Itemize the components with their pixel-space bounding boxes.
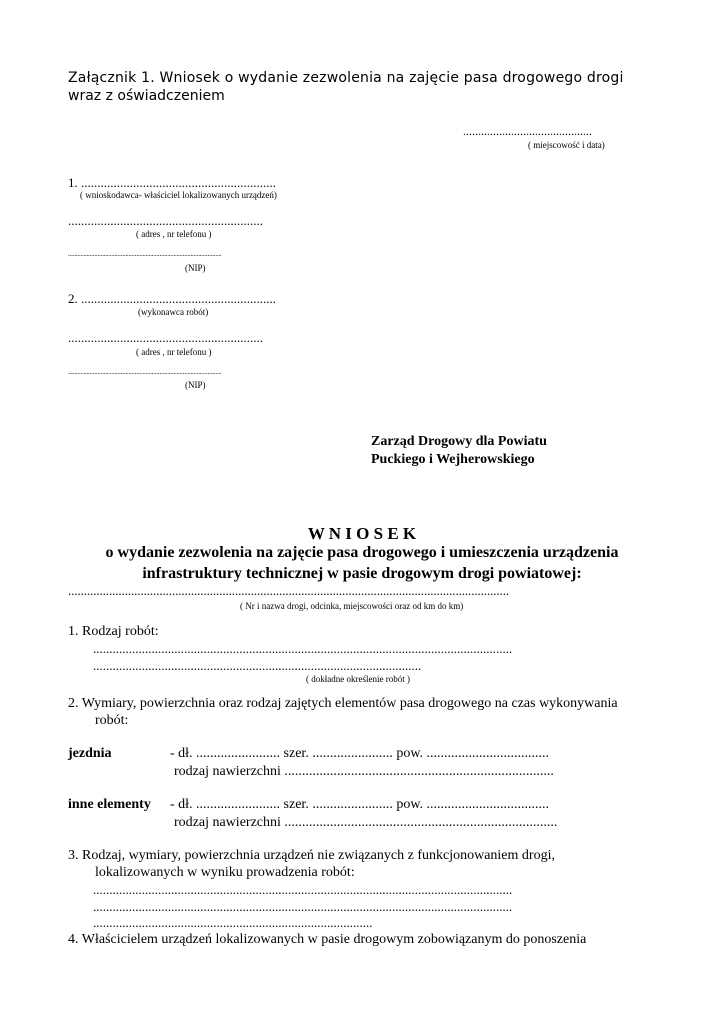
recipient-line-2: Puckiego i Wejherowskiego	[371, 452, 535, 467]
header-line-1: Załącznik 1. Wniosek o wydanie zezwolenia na zajęcie pasa drogowego drogi	[68, 70, 624, 86]
section-3-line-2: .................................................................................................................................	[93, 899, 513, 914]
section-3-line-3: ......................................................................................	[93, 915, 373, 930]
section-4-label: 4. Właścicielem urządzeń lokalizowanych w pasie drogowym zobowiązanym do ponoszenia	[68, 932, 587, 947]
road-caption: ( Nr i nazwa drogi, odcinka, miejscowości oraz od km do km)	[240, 601, 464, 611]
document-subtitle-1: o wydanie zezwolenia na zajęcie pasa drogowego i umieszczenia urządzenia	[105, 544, 619, 561]
section-3-label-1: 3. Rodzaj, wymiary, powierzchnia urządzeń nie związanych z funkcjonowaniem drogi,	[68, 848, 555, 863]
header-line-2: wraz z oświadczeniem	[68, 88, 225, 104]
contractor-caption: (wykonawca robót)	[138, 307, 209, 317]
applicant-address-caption: ( adres , nr telefonu )	[136, 229, 212, 239]
jezdnia-surface: rodzaj nawierzchni .............................................................................	[174, 764, 554, 779]
applicant-nip-caption: (NIP)	[185, 263, 206, 273]
contractor-nip-caption: (NIP)	[185, 380, 206, 390]
applicant-address-line: ............................................................	[68, 213, 263, 228]
contractor-nip-line: ...................................................................................................	[68, 368, 222, 376]
jezdnia-label: jezdnia	[68, 746, 112, 761]
section-1-caption: ( dokładne określenie robót )	[306, 674, 410, 684]
contractor-address-line: ............................................................	[68, 330, 263, 345]
place-date-caption: ( miejscowość i data)	[528, 140, 605, 150]
applicant-line: 1. ............................................................	[68, 175, 276, 190]
section-1-line-1: .................................................................................................................................	[93, 641, 513, 656]
road-line: ............................................................................................................................................	[68, 583, 510, 598]
section-1-line-2: .....................................................................................................	[93, 658, 422, 673]
section-3-line-1: .................................................................................................................................	[93, 882, 513, 897]
place-date-line: ...........................................	[463, 124, 592, 138]
section-3-label-2: lokalizowanych w wyniku prowadzenia robót:	[95, 865, 355, 880]
inne-elementy-dimensions: - dł. ........................ szer. ....................... pow. ...................................	[170, 797, 550, 812]
contractor-address-caption: ( adres , nr telefonu )	[136, 347, 212, 357]
contractor-line: 2. ............................................................	[68, 291, 276, 306]
jezdnia-dimensions: - dł. ........................ szer. ....................... pow. ...................................	[170, 746, 550, 761]
applicant-caption: ( wnioskodawca- właściciel lokalizowanych urządzeń)	[80, 190, 277, 200]
inne-elementy-label: inne elementy	[68, 797, 151, 812]
section-1-label: 1. Rodzaj robót:	[68, 624, 159, 639]
document-subtitle-2: infrastruktury technicznej w pasie drogowym drogi powiatowej:	[142, 565, 582, 582]
inne-elementy-surface: rodzaj nawierzchni ..............................................................................	[174, 815, 558, 830]
section-2-label-1: 2. Wymiary, powierzchnia oraz rodzaj zajętych elementów pasa drogowego na czas wykonywania	[68, 696, 618, 711]
applicant-nip-line: ...................................................................................................	[68, 250, 222, 258]
recipient-line-1: Zarząd Drogowy dla Powiatu	[371, 434, 547, 449]
section-2-label-2: robót:	[95, 713, 129, 728]
document-title: W N I O S E K	[307, 524, 417, 543]
